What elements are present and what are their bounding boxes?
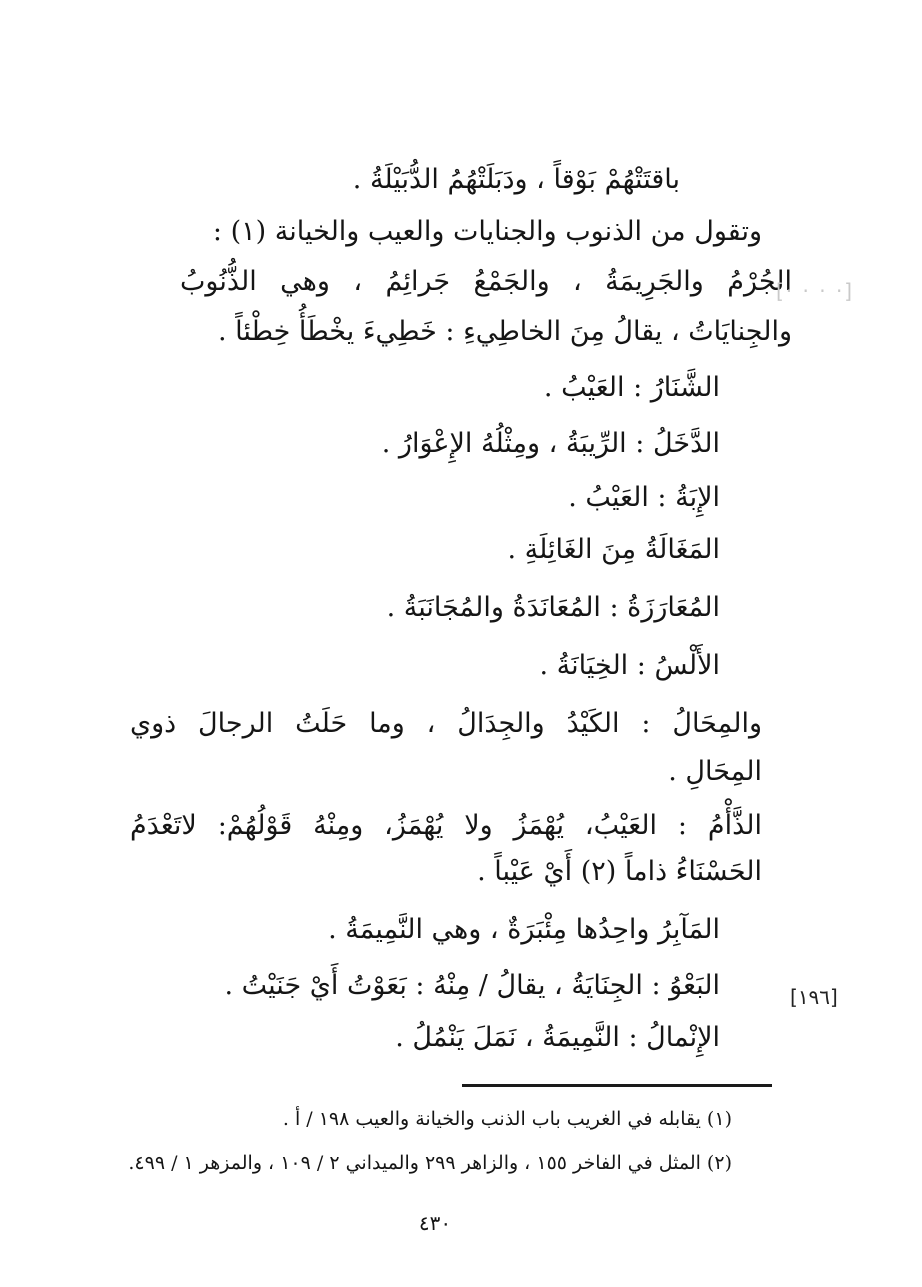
text-line: والمِحَالُ : الكَيْدُ والجِدَالُ ، وما حَلَتُ الرجالَ ذوي — [130, 708, 762, 739]
text-line: الدَّخَلُ : الرِّيبَةُ ، ومِثْلُهُ الإِعْوَارُ . — [381, 428, 720, 459]
text-line: المَغَالَةُ مِنَ الغَائِلَةِ . — [507, 534, 720, 565]
text-line: الجُرْمُ والجَرِيمَةُ ، والجَمْعُ جَرائِمُ ، وهي الذُّنُوبُ — [180, 266, 792, 297]
text-line: البَعْوُ : الجِنَايَةُ ، يقالُ / مِنْهُ : بَعَوْتُ أَيْ جَنَيْتُ . — [224, 970, 720, 1001]
text-line: الأَلْسُ : الخِيَانَةُ . — [539, 650, 720, 681]
text-line: الذَّأْمُ : العَيْبُ، يُهْمَزُ ولا يُهْمَزُ، ومِنْهُ قَوْلُهُمْ: لاتَعْدَمُ — [130, 810, 762, 841]
text-line: المَآبِرُ واحِدُها مِئْبَرَةٌ ، وهي النَّمِيمَةُ . — [328, 914, 720, 945]
footnote: (٢) المثل في الفاخر ١٥٥ ، والزاهر ٢٩٩ والميداني ٢ / ١٠٩ ، والمزهر ١ / ٤٩٩. — [128, 1152, 732, 1174]
text-line: وتقول من الذنوب والجنايات والعيب والخيانة (١) : — [212, 216, 762, 247]
margin-smudge: [· · · ·] — [776, 279, 855, 303]
footnote-separator — [462, 1084, 772, 1087]
text-line: الحَسْنَاءُ ذاماً (٢) أَيْ عَيْباً . — [477, 856, 762, 887]
page-number: ٤٣٠ — [418, 1211, 452, 1235]
text-line: الإِبَةُ : العَيْبُ . — [568, 482, 720, 513]
margin-folio-marker: [١٩٦] — [790, 985, 838, 1009]
text-line: الشَّنَارُ : العَيْبُ . — [543, 372, 720, 403]
text-line: المِحَالِ . — [668, 756, 762, 787]
text-line: الإِنْمالُ : النَّمِيمَةُ ، نَمَلَ يَنْمُلُ . — [395, 1022, 720, 1053]
footnote: (١) يقابله في الغريب باب الذنب والخيانة والعيب ١٩٨ / أ . — [282, 1108, 732, 1130]
text-line: المُعَارَزَةُ : المُعَانَدَةُ والمُجَانَبَةُ . — [386, 592, 720, 623]
text-line: والجِنايَاتُ ، يقالُ مِنَ الخاطِيءِ : خَطِيءَ يخْطَأُ خِطْئاً . — [217, 316, 792, 347]
text-line: باقتَتْهُمْ بَوْقاً ، ودَبَلَتْهُمُ الدُّبَيْلَةُ . — [352, 164, 680, 195]
